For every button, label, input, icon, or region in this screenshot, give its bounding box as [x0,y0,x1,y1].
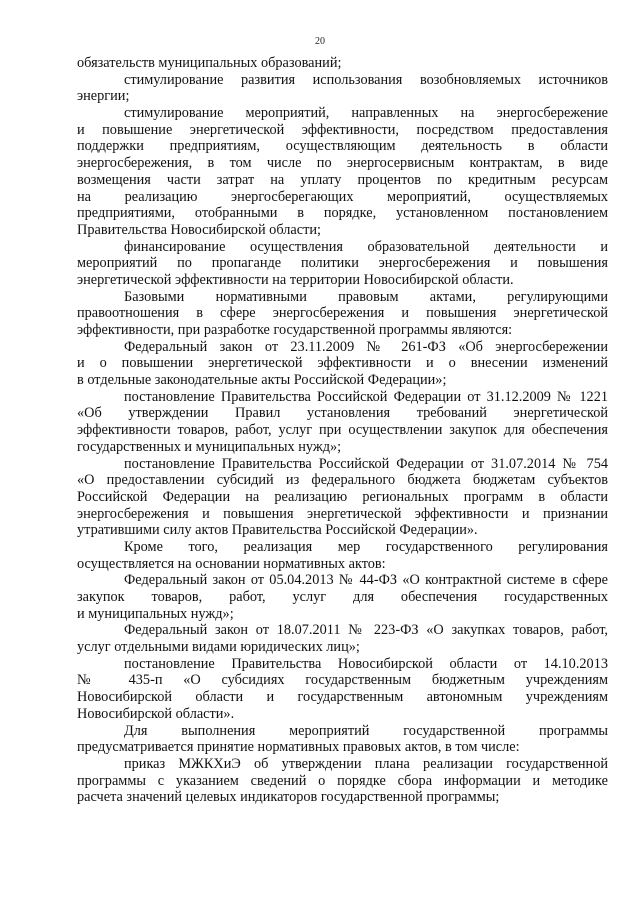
text-line: энергетической эффективности на территории Новосибирской области. [77,271,514,288]
text-line: постановление Правительства Российской Федерации от 31.07.2014 № 754 [124,455,608,472]
text-line: и о повышении энергетической эффективности и о внесении изменений [77,355,608,372]
text-line: предприятиями, отобранными в порядке, установленном постановлением [77,205,608,222]
text-line: программы с указанием сведений о порядке сбора информации и методике [77,772,608,789]
text-line: финансирование осуществления образовательной деятельности и [124,238,608,255]
text-line: приказ МЖКХиЭ об утверждении плана реализации государственной [124,755,608,772]
text-line: предусматривается принятие нормативных правовых актов, в том числе: [77,739,520,756]
text-line: и муниципальных нужд»; [77,605,234,622]
text-line: расчета значений целевых индикаторов государственной программы; [77,789,500,806]
text-line: стимулирование развития использования возобновляемых источников [124,71,608,88]
text-line: энергосбережения и повышения энергетической эффективности и признании [77,505,608,522]
text-line: утратившими силу актов Правительства Российской Федерации». [77,522,478,539]
text-line: Федеральный закон от 18.07.2011 № 223-ФЗ «О закупках товаров, работ, [124,622,608,639]
text-line: Новосибирской области». [77,705,235,722]
text-line: № 435-п «О субсидиях государственным бюджетным учреждениям [77,672,608,689]
body-text [77,55,608,806]
text-line: «О предоставлении субсидий из федерального бюджета бюджетам субъектов [77,472,608,489]
text-line: правоотношения в сфере энергосбережения и повышения энергетической [77,305,608,322]
text-line: постановление Правительства Новосибирской области от 14.10.2013 [124,655,608,672]
text-line: на реализацию энергосберегающих мероприятий, осуществляемых [77,188,608,205]
text-line: Правительства Новосибирской области; [77,221,321,238]
text-line: возмещения части затрат на уплату процентов по кредитным ресурсам [77,171,608,188]
text-line: Федеральный закон от 05.04.2013 № 44-ФЗ «О контрактной системе в сфере [124,572,608,589]
text-line: «Об утверждении Правил установления требований энергетической [77,405,608,422]
text-line: эффективности товаров, работ, услуг при осуществлении закупок для обеспечения [77,422,608,439]
text-line: Для выполнения мероприятий государственной программы [124,722,608,739]
text-line: и повышение энергетической эффективности, посредством предоставления [77,121,608,138]
text-line: государственных и муниципальных нужд»; [77,438,342,455]
text-line: стимулирование мероприятий, направленных на энергосбережение [124,105,608,122]
text-line: Новосибирской области и государственным автономным учреждениям [77,689,608,706]
text-line: энергии; [77,88,130,105]
text-line: Кроме того, реализация мер государственного регулирования [124,538,608,555]
text-line: в отдельные законодательные акты Российской Федерации»; [77,372,447,389]
text-line: услуг отдельными видами юридических лиц»; [77,639,360,656]
text-line: осуществляется на основании нормативных актов: [77,555,386,572]
text-line: мероприятий по пропаганде политики энергосбережения и повышения [77,255,608,272]
text-line: энергосбережения, в том числе по энергосервисным контрактам, в виде [77,155,608,172]
text-line: Базовыми нормативными правовым актами, регулирующими [124,288,608,305]
text-line: поддержки предприятиям, осуществляющим деятельность в области [77,138,608,155]
text-line: обязательств муниципальных образований; [77,55,342,71]
page-number: 20 [315,36,325,47]
text-line: Российской Федерации на реализацию региональных программ в области [77,488,608,505]
text-line: Федеральный закон от 23.11.2009 № 261-ФЗ «Об энергосбережении [124,338,608,355]
text-line: постановление Правительства Российской Федерации от 31.12.2009 № 1221 [124,388,608,405]
text-line: закупок товаров, работ, услуг для обеспечения государственных [77,589,608,605]
text-line: эффективности, при разработке государственной программы являются: [77,322,513,338]
